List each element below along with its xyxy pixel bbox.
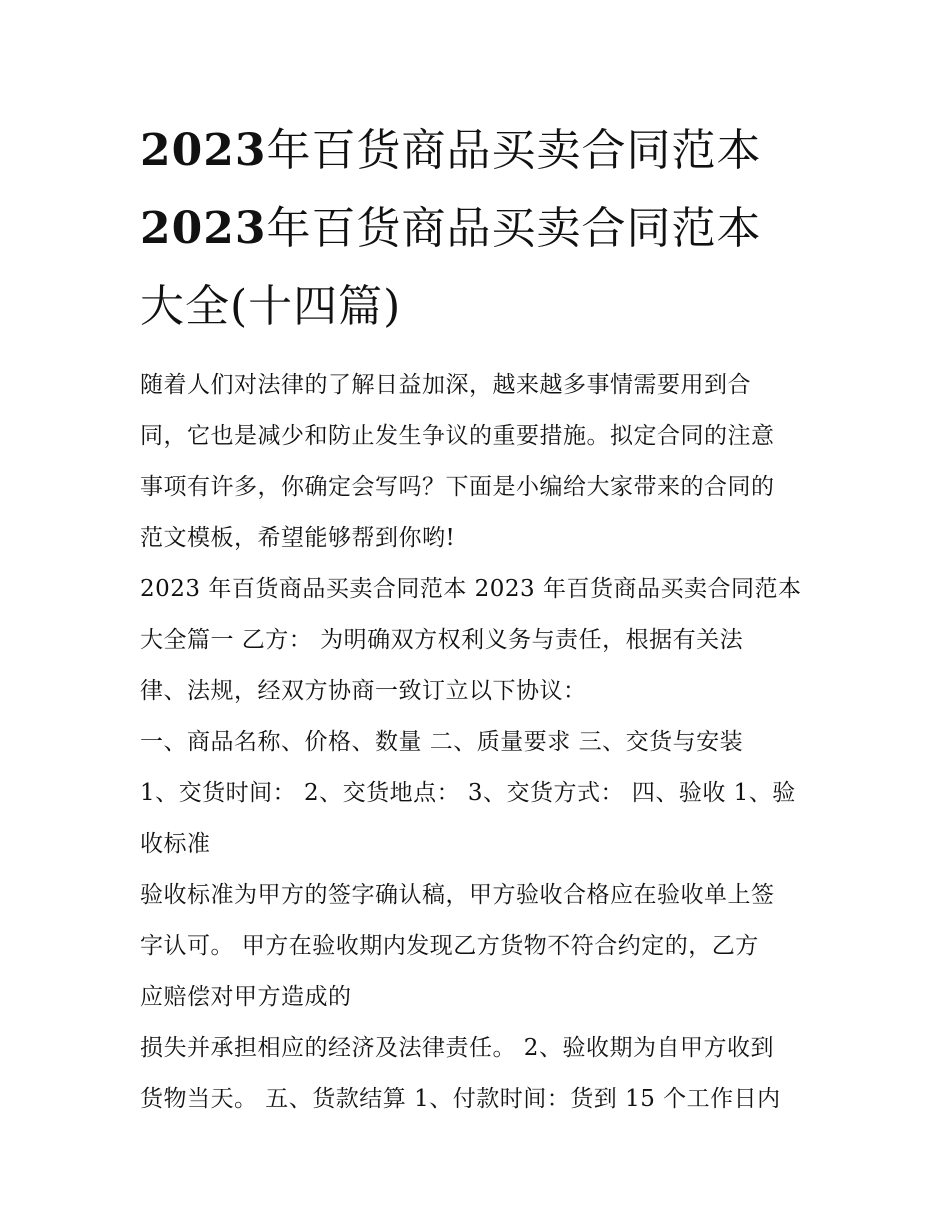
text-line: 收标准 <box>140 831 211 857</box>
payment-paragraph <box>140 1023 820 1125</box>
acceptance-paragraph <box>140 870 820 1023</box>
title-line-2: 2023年百货商品买卖合同范本 <box>140 203 762 254</box>
text-line: 验收标准为甲方的签字确认稿，甲方验收合格应在验收单上签 <box>140 882 775 908</box>
text-line: 事项有许多，你确定会写吗？下面是小编给大家带来的合同的 <box>140 474 775 500</box>
text-line: 同，它也是减少和防止发生争议的重要措施。拟定合同的注意 <box>140 423 775 449</box>
contract-preamble-paragraph <box>140 564 820 717</box>
text-line: 一、商品名称、价格、数量 二、质量要求 三、交货与安装 <box>140 729 744 755</box>
title-line-3: 大全(十四篇) <box>140 281 402 332</box>
text-line: 应赔偿对甲方造成的 <box>140 984 352 1010</box>
text-line: 货物当天。 五、货款结算 1、付款时间：货到 15 个工作日内 <box>140 1086 781 1112</box>
text-line: 1、交货时间： 2、交货地点： 3、交货方式： 四、验收 1、验 <box>140 780 796 806</box>
document-page <box>140 112 820 1125</box>
text-line: 损失并承担相应的经济及法律责任。 2、验收期为自甲方收到 <box>140 1035 774 1061</box>
document-title <box>140 112 820 346</box>
intro-paragraph <box>140 360 820 564</box>
text-line: 随着人们对法律的了解日益加深，越来越多事情需要用到合 <box>140 372 751 398</box>
text-line: 范文模板，希望能够帮到你哟! <box>140 525 456 551</box>
text-line: 律、法规，经双方协商一致订立以下协议： <box>140 678 587 704</box>
text-line: 字认可。 甲方在验收期内发现乙方货物不符合约定的，乙方 <box>140 933 759 959</box>
text-line: 大全篇一 乙方： 为明确双方权利义务与责任，根据有关法 <box>140 627 744 653</box>
title-line-1: 2023年百货商品买卖合同范本 <box>140 125 762 176</box>
contract-sections-paragraph <box>140 717 820 870</box>
text-line: 2023 年百货商品买卖合同范本 2023 年百货商品买卖合同范本 <box>140 576 802 602</box>
